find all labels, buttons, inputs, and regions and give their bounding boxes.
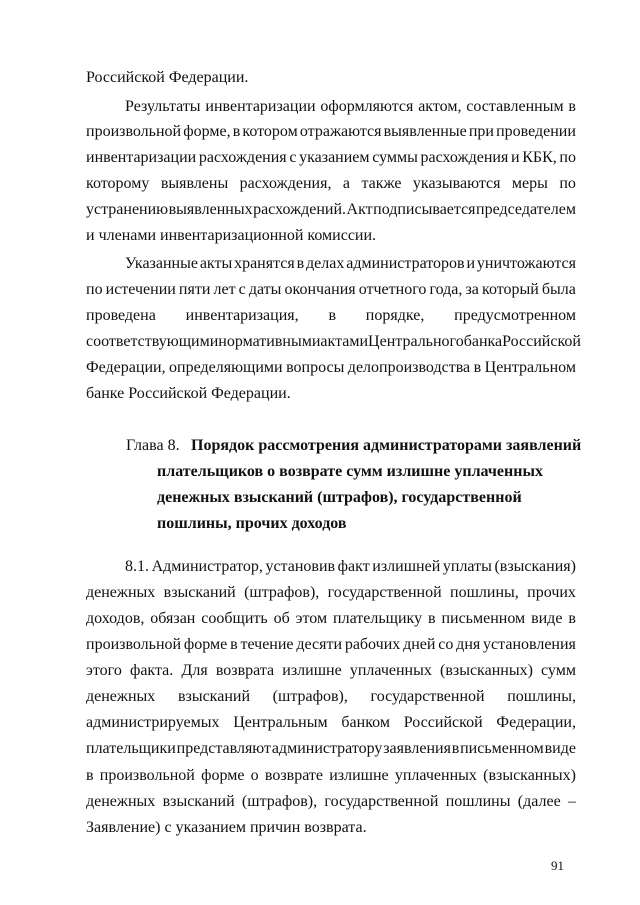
word: прочих bbox=[527, 584, 576, 601]
word: меры bbox=[511, 175, 548, 192]
word: выявленных bbox=[168, 201, 253, 218]
word: в bbox=[568, 98, 576, 115]
word: в bbox=[568, 610, 576, 627]
text-line bbox=[125, 254, 576, 274]
word: по bbox=[559, 149, 576, 166]
chapter-title-line: пошлины, прочих доходов bbox=[157, 515, 347, 532]
word: представляют bbox=[176, 740, 272, 757]
word: в bbox=[296, 255, 305, 272]
word: расхождений. bbox=[253, 201, 347, 218]
word: оформляются bbox=[320, 98, 414, 115]
word: о bbox=[250, 767, 259, 784]
word: денежных bbox=[86, 584, 156, 601]
word: нормативными bbox=[218, 333, 321, 350]
word: года, bbox=[429, 281, 463, 298]
word: излишне bbox=[329, 767, 389, 784]
word: плательщики bbox=[86, 740, 176, 757]
word: проведена bbox=[86, 307, 156, 324]
word: окончания bbox=[284, 281, 356, 298]
text-line bbox=[86, 739, 576, 759]
word: инвентаризации bbox=[205, 98, 316, 115]
text-line: банке Российской Федерации. bbox=[86, 385, 291, 402]
word: со bbox=[438, 636, 454, 653]
word: определяющими bbox=[169, 359, 283, 376]
text-line bbox=[86, 713, 576, 733]
word: (взысканных) bbox=[440, 662, 533, 679]
text-line bbox=[86, 609, 576, 629]
word: отчетного bbox=[358, 281, 427, 298]
word: с bbox=[289, 149, 297, 166]
word: Акт bbox=[346, 201, 373, 218]
word: денежных bbox=[86, 688, 156, 705]
word: проведении bbox=[496, 123, 576, 140]
word: отражаются bbox=[299, 123, 382, 140]
word: денежных bbox=[86, 793, 156, 810]
word: также bbox=[361, 175, 402, 192]
text-line bbox=[86, 332, 581, 352]
word: с bbox=[238, 281, 246, 298]
word: была bbox=[541, 281, 576, 298]
word: в bbox=[473, 359, 482, 376]
text-line bbox=[86, 661, 576, 681]
word: произвольной bbox=[86, 636, 182, 653]
word: Федерации, bbox=[496, 714, 576, 731]
word: форме bbox=[201, 767, 245, 784]
word: соответствующими bbox=[86, 333, 219, 350]
word: десяти bbox=[296, 636, 342, 653]
word: в bbox=[86, 767, 94, 784]
chapter-title-line: Порядок рассмотрения администраторами заявлений bbox=[191, 437, 582, 454]
word: плательщику bbox=[333, 610, 423, 627]
word: 8.1. bbox=[125, 558, 149, 575]
text-line bbox=[86, 148, 576, 168]
word: актами bbox=[320, 333, 369, 350]
word: банка bbox=[463, 333, 503, 350]
word: при bbox=[468, 123, 494, 140]
text-line bbox=[86, 122, 576, 142]
word: форме bbox=[183, 636, 228, 653]
word: в bbox=[232, 123, 241, 140]
text-line: Российской Федерации. bbox=[86, 69, 249, 86]
word: акты bbox=[199, 255, 233, 272]
word: доходов, bbox=[86, 610, 145, 627]
word: в bbox=[328, 307, 336, 324]
text-line: Заявление) с указанием причин возврата. bbox=[86, 819, 367, 836]
word: в bbox=[427, 610, 436, 627]
text-line: и членами инвентаризационной комиссии. bbox=[86, 227, 377, 244]
word: Указанные bbox=[125, 255, 198, 272]
word: излишне bbox=[282, 662, 342, 679]
word: котором bbox=[242, 123, 298, 140]
text-line bbox=[125, 557, 576, 577]
text-line bbox=[86, 306, 576, 326]
word: хранятся bbox=[234, 255, 295, 272]
word: пошлины, bbox=[450, 584, 519, 601]
word: который bbox=[481, 281, 539, 298]
word: государственной bbox=[327, 584, 442, 601]
word: банком bbox=[341, 714, 390, 731]
word: уплаченных bbox=[394, 767, 477, 784]
word: даты bbox=[248, 281, 282, 298]
word: КБК, bbox=[522, 149, 557, 166]
word: Российской bbox=[403, 714, 483, 731]
word: произвольной bbox=[99, 767, 195, 784]
text-line bbox=[86, 792, 576, 812]
chapter-title-line: плательщиков о возврате сумм излишне уплаченных bbox=[157, 463, 543, 480]
text-line bbox=[86, 766, 576, 786]
word: течение bbox=[240, 636, 294, 653]
word: в bbox=[451, 740, 460, 757]
word: об bbox=[273, 610, 290, 627]
word: излишней bbox=[372, 558, 441, 575]
page-number: 91 bbox=[551, 858, 564, 873]
word: Администратор, bbox=[151, 558, 263, 575]
word: государственной bbox=[370, 688, 485, 705]
word: администраторов bbox=[346, 255, 465, 272]
word: расхождения bbox=[420, 149, 509, 166]
word: суммы bbox=[372, 149, 418, 166]
word: письменном bbox=[460, 740, 544, 757]
word: факта. bbox=[129, 662, 174, 679]
word: дней bbox=[403, 636, 436, 653]
text-line bbox=[86, 280, 576, 300]
word: взысканий bbox=[163, 584, 236, 601]
word: указываются bbox=[412, 175, 501, 192]
word: уплаты bbox=[442, 558, 492, 575]
text-line bbox=[86, 635, 576, 655]
word: форме, bbox=[183, 123, 231, 140]
word: Результаты bbox=[125, 98, 201, 115]
word: инвентаризация, bbox=[185, 307, 299, 324]
word: истечении bbox=[105, 281, 176, 298]
word: пошлины bbox=[445, 793, 511, 810]
text-line bbox=[86, 687, 576, 707]
word: выявленные bbox=[383, 123, 467, 140]
word: администратору bbox=[271, 740, 383, 757]
word: пошлины, bbox=[507, 688, 576, 705]
word: дня bbox=[456, 636, 481, 653]
word: взысканий bbox=[177, 688, 250, 705]
word: (взысканных) bbox=[483, 767, 576, 784]
text-line bbox=[86, 200, 576, 220]
word: по bbox=[559, 175, 576, 192]
word: и bbox=[510, 149, 520, 166]
word: Российской bbox=[502, 333, 581, 350]
word: (далее bbox=[517, 793, 561, 810]
word: обязан bbox=[150, 610, 196, 627]
word: указанием bbox=[299, 149, 370, 166]
word: устранению bbox=[86, 201, 169, 218]
word: а bbox=[342, 175, 350, 192]
text-line bbox=[125, 97, 576, 117]
word: этом bbox=[295, 610, 328, 627]
text-line bbox=[86, 583, 576, 603]
word: уничтожаются bbox=[476, 255, 576, 272]
word: установив bbox=[265, 558, 336, 575]
word: государственной bbox=[324, 793, 439, 810]
word: заявления bbox=[383, 740, 451, 757]
chapter-title-line: денежных взысканий (штрафов), государственной bbox=[157, 489, 522, 506]
word: произвольной bbox=[86, 123, 182, 140]
word: – bbox=[567, 793, 576, 810]
word: за bbox=[465, 281, 479, 298]
word: делопроизводства bbox=[347, 359, 471, 376]
word: (штрафов), bbox=[272, 688, 348, 705]
word: Федерации, bbox=[86, 359, 166, 376]
word: и bbox=[466, 255, 476, 272]
word: в bbox=[230, 636, 238, 653]
word: Центральном bbox=[484, 359, 576, 376]
word: возврате bbox=[264, 767, 323, 784]
word: Центрального bbox=[368, 333, 464, 350]
word: вопросы bbox=[286, 359, 345, 376]
word: по bbox=[86, 281, 103, 298]
word: установления bbox=[483, 636, 576, 653]
word: порядке, bbox=[365, 307, 425, 324]
word: (штрафов), bbox=[244, 584, 320, 601]
word: расхождения, bbox=[239, 175, 332, 192]
text-line bbox=[86, 174, 576, 194]
word: виде bbox=[544, 740, 576, 757]
word: этого bbox=[86, 662, 122, 679]
word: которому bbox=[86, 175, 150, 192]
text-line bbox=[86, 358, 576, 378]
word: пяти bbox=[178, 281, 211, 298]
chapter-label: Глава 8. bbox=[126, 437, 180, 454]
word: виде bbox=[531, 610, 563, 627]
word: сообщить bbox=[201, 610, 268, 627]
word: председателем bbox=[476, 201, 576, 218]
word: уплаченных bbox=[349, 662, 432, 679]
word: инвентаризации bbox=[86, 149, 197, 166]
word: рабочих bbox=[344, 636, 401, 653]
word: подписывается bbox=[373, 201, 476, 218]
word: возврата bbox=[215, 662, 275, 679]
word: выявлены bbox=[160, 175, 229, 192]
word: (взыскания) bbox=[494, 558, 576, 575]
word: расхождения bbox=[198, 149, 287, 166]
word: администрируемых bbox=[86, 714, 220, 731]
word: взысканий bbox=[162, 793, 235, 810]
word: предусмотренном bbox=[454, 307, 576, 324]
word: сумм bbox=[541, 662, 576, 679]
word: актом, bbox=[418, 98, 462, 115]
word: (штрафов), bbox=[241, 793, 318, 810]
word: делах bbox=[306, 255, 345, 272]
word: письменном bbox=[441, 610, 526, 627]
word: Центральным bbox=[233, 714, 328, 731]
word: составленным bbox=[466, 98, 564, 115]
word: факт bbox=[337, 558, 370, 575]
word: Для bbox=[181, 662, 208, 679]
word: лет bbox=[213, 281, 236, 298]
